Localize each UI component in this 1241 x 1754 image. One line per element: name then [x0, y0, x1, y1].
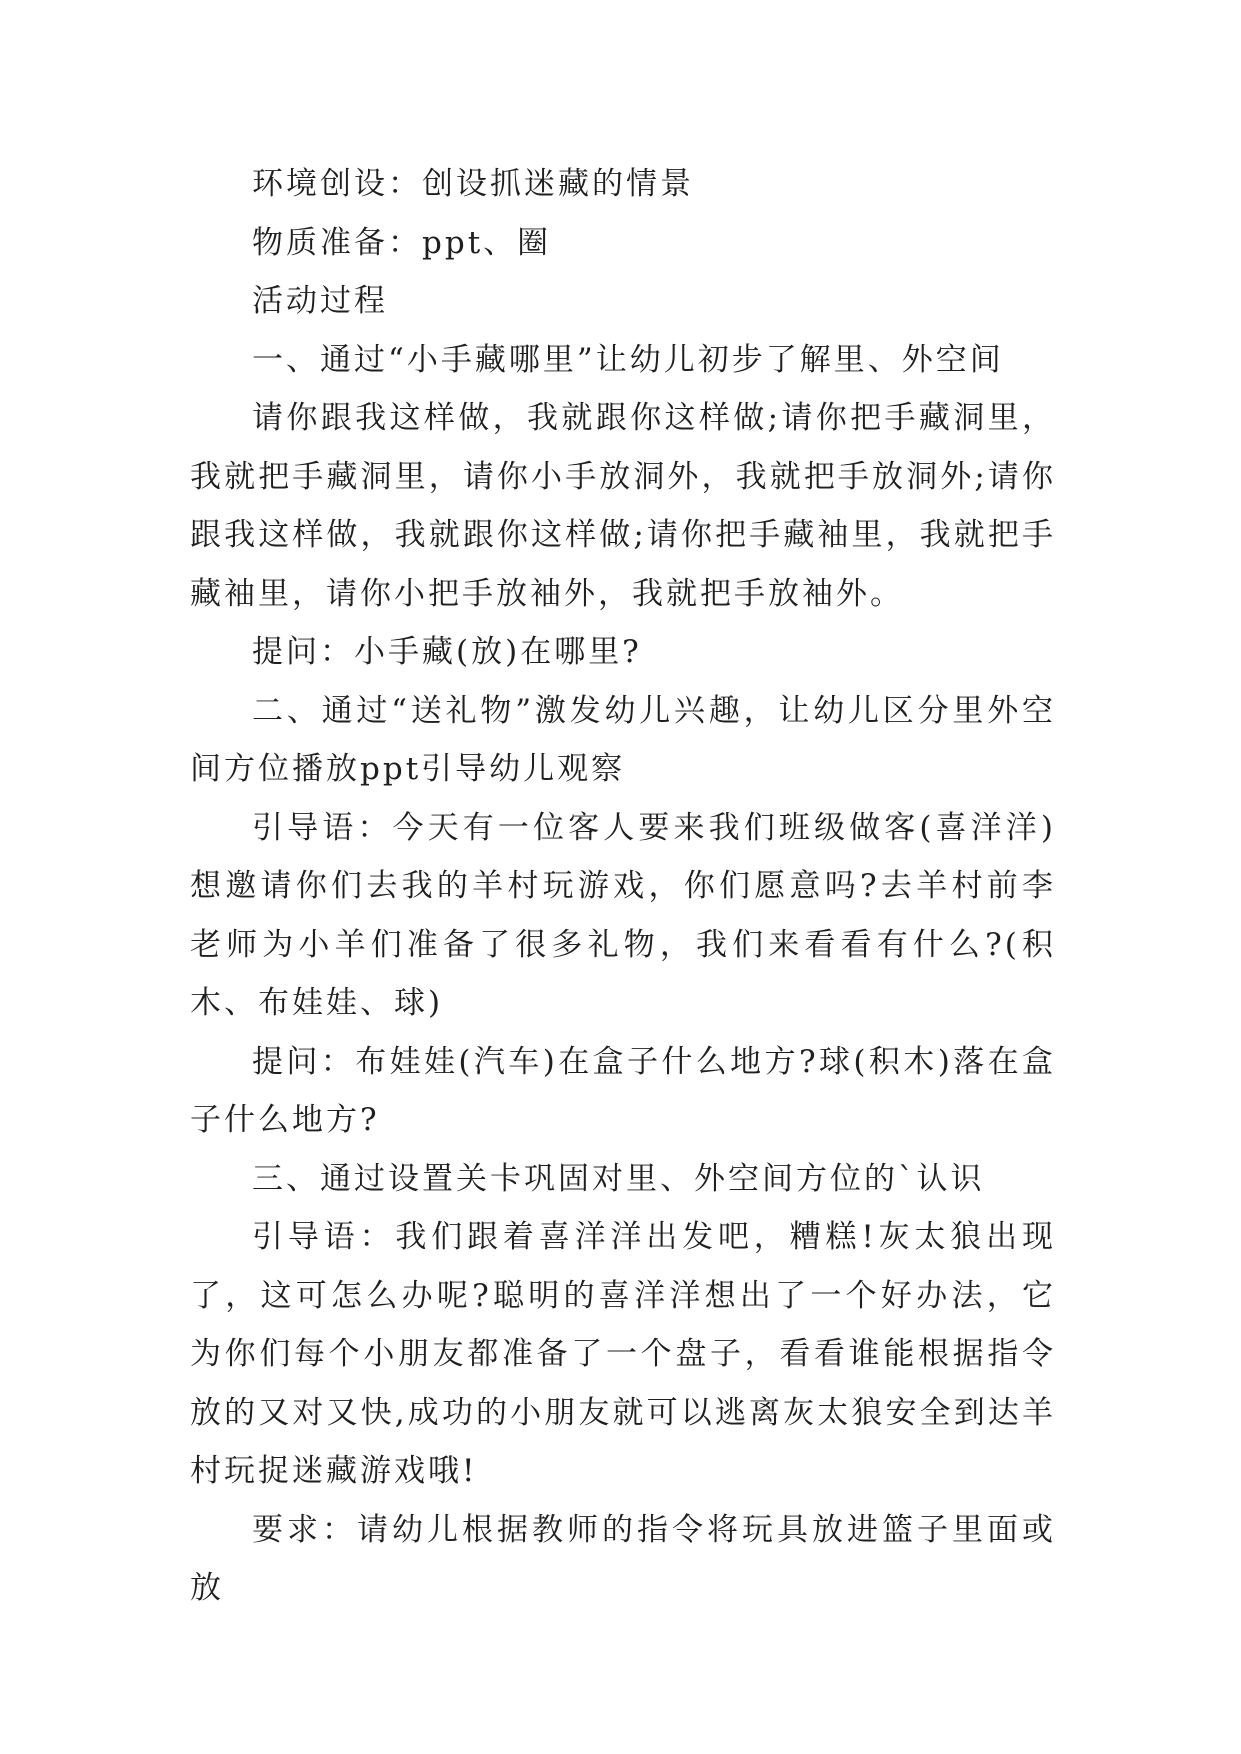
paragraph-section-three-heading: 三、通过设置关卡巩固对里、外空间方位的`认识: [252, 1160, 985, 1197]
paragraph-requirement: 要求：请幼儿根据教师的指令将玩具放进篮子里面或放: [190, 1511, 1056, 1606]
paragraph-hand-game: 请你跟我这样做，我就跟你这样做;请你把手藏洞里，我就把手藏洞里，请你小手放洞外，我就把手放洞外;请你跟我这样做，我就跟你这样做;请你把手藏袖里，我就把手藏袖里，请你小把手放袖外，我就把手放袖外。: [190, 400, 1056, 612]
document-body: [190, 155, 1056, 1618]
paragraph-activity-process-heading: 活动过程: [252, 283, 388, 319]
paragraph-question-two: 提问：布娃娃(汽车)在盒子什么地方?球(积木)落在盒子什么地方?: [190, 1043, 1056, 1138]
paragraph-section-one-heading: 一、通过“小手藏哪里”让幼儿初步了解里、外空间: [252, 341, 1004, 378]
paragraph-guide-two: 引导语：我们跟着喜洋洋出发吧，糟糕!灰太狼出现了，这可怎么办呢?聪明的喜洋洋想出了一个好办法，它为你们每个小朋友都准备了一个盘子，看看谁能根据指令放的又对又快,成功的小朋友就可以逃离灰太狼安全到达羊村玩捉迷藏游戏哦!: [190, 1219, 1056, 1489]
paragraph-guide-one: 引导语：今天有一位客人要来我们班级做客(喜洋洋)想邀请你们去我的羊村玩游戏，你们愿意吗?去羊村前李老师为小羊们准备了很多礼物，我们来看看有什么?(积木、布娃娃、球): [190, 809, 1056, 1021]
paragraph-materials: 物质准备：ppt、圈: [252, 224, 552, 261]
paragraph-section-two-heading: 二、通过“送礼物”激发幼儿兴趣，让幼儿区分里外空间方位播放ppt引导幼儿观察: [190, 692, 1056, 787]
paragraph-question-one: 提问：小手藏(放)在哪里?: [252, 634, 642, 670]
paragraph-environment-setup: 环境创设：创设抓迷藏的情景: [252, 166, 694, 202]
